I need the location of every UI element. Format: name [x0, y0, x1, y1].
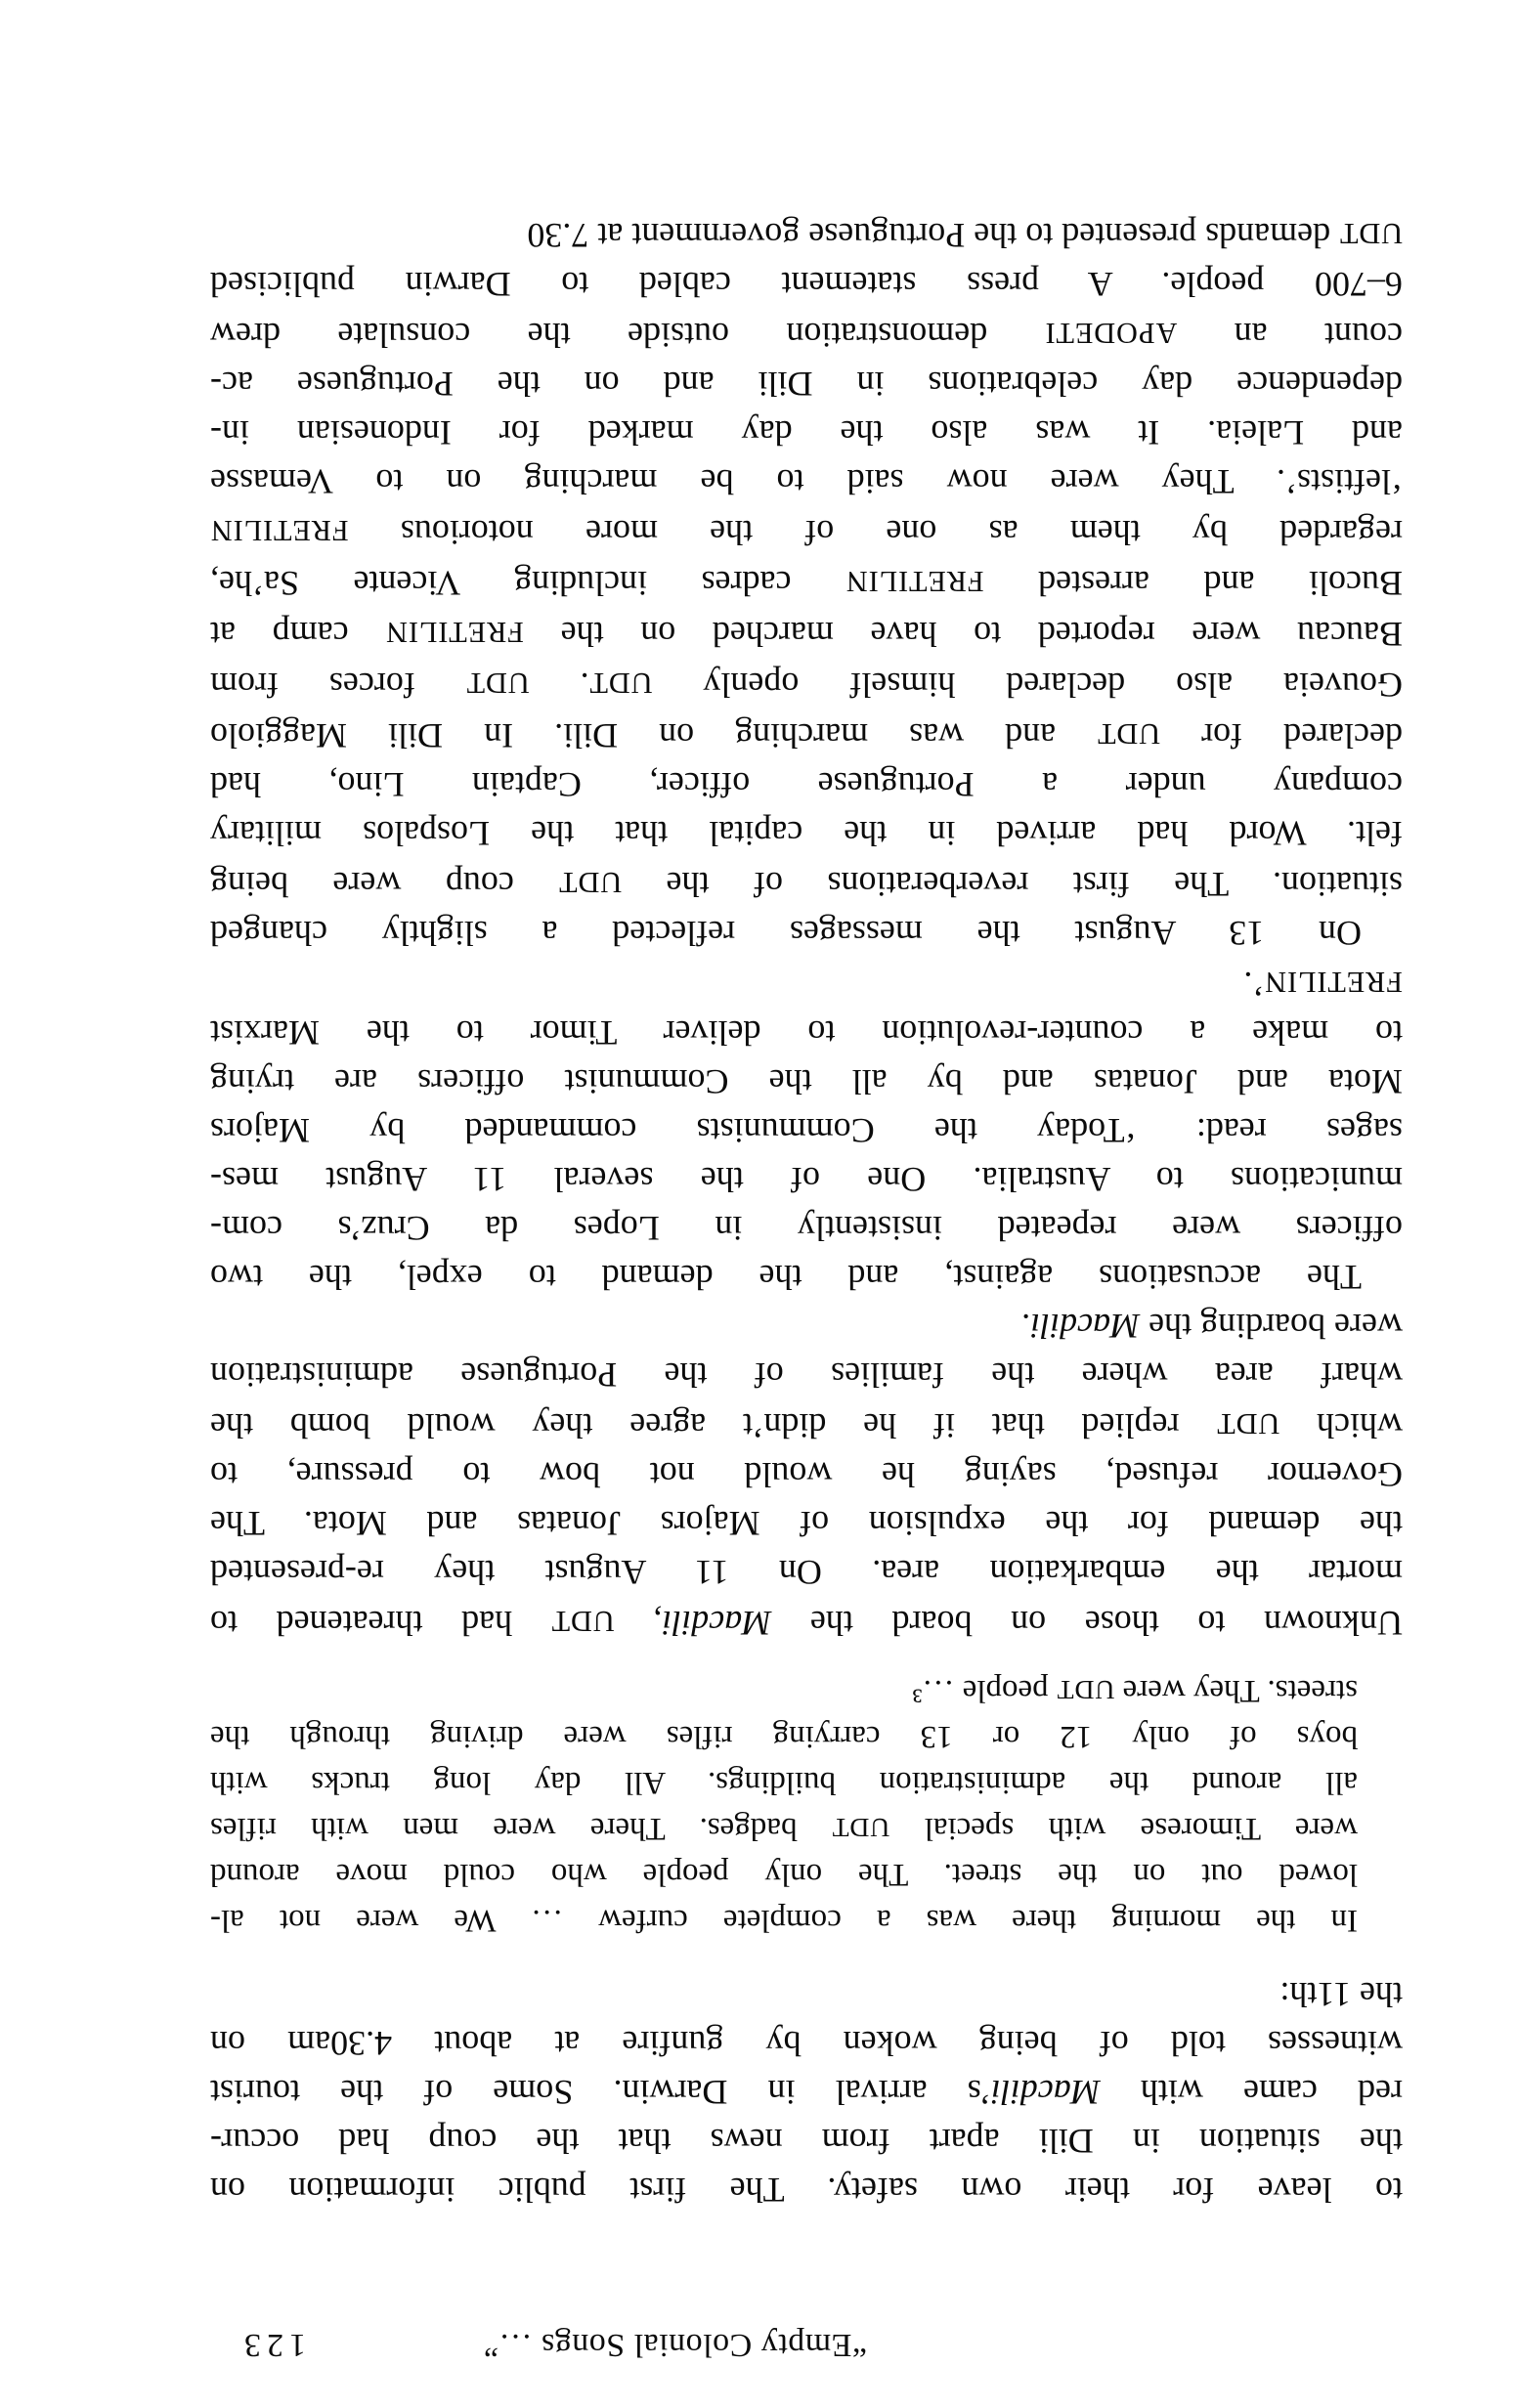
text-line: dependence day celebrations in Dili and on the Portuguese ac-: [210, 365, 1403, 404]
text-line: munications to Australia. One of the several 11 August mes-: [210, 1160, 1403, 1199]
block-quote: [210, 1667, 1358, 1943]
text-line: the situation in Dili apart from news that the coup had occur-: [210, 2122, 1403, 2161]
text-line: ‘leftists’. They were now said to be marching on to Vemasse: [210, 462, 1403, 501]
text-line: On 13 August the messages reflected a slightly changed: [210, 914, 1362, 953]
paragraph: [210, 209, 1403, 958]
text-line: Baucau were reported to have marched on the FRETILIN camp at: [210, 615, 1403, 654]
text-line: UDT demands presented to the Portuguese government at 7.30: [527, 216, 1403, 255]
text-line: the 11th:: [1279, 1975, 1403, 2014]
text-line: witnesses told of being woken by gunfire at about 4.30am on: [210, 2024, 1403, 2063]
text-line: regarded by them as one of the more notorious FRETILIN: [210, 513, 1403, 552]
text-line: Governor refused, saying he would not bow to pressure, to: [210, 1455, 1403, 1494]
paragraph: [210, 958, 1403, 1302]
text-line: In the morning there was a complete curfew … We were not al-: [210, 1903, 1358, 1938]
paragraph: [210, 1302, 1403, 1648]
text-line: red came with Macdili’s arrival in Darwin. Some of the tourist: [209, 2073, 1403, 2112]
paragraph: [210, 1970, 1403, 2214]
text-line: all around the administration buildings. All day long trucks with: [210, 1765, 1358, 1800]
text-line: streets. They were UDT people …³: [912, 1673, 1358, 1708]
text-line: situation. The first reverberations of the UDT coup were being: [210, 865, 1403, 904]
text-line: Mota and Jonatas and by all the Communist officers are trying: [210, 1062, 1403, 1101]
text-line: the demand for the expulsion of Majors Jonatas and Mota. The: [210, 1504, 1403, 1543]
text-line: which UDT replied that if he didn’t agree they would bomb the: [210, 1406, 1403, 1445]
text-line: count an APODETI demonstration outside the consulate drew: [210, 316, 1403, 355]
text-line: 6–700 people. A press statement cabled to Darwin publicised: [210, 265, 1403, 304]
text-line: company under a Portuguese officer, Captain Lino, had: [210, 765, 1403, 804]
text-line: to make a counter-revolution to deliver Timor to the Marxist: [210, 1013, 1403, 1053]
text-line: felt. Word had arrived in the capital that the Lospalos military: [210, 814, 1403, 853]
text-line: Bucoli and arrested FRETILIN cadres including Vicente Sa’he,: [210, 564, 1403, 603]
text-line: The accusations against, and the demand to expel, the two: [210, 1258, 1362, 1297]
text-line: FRETILIN’.: [1243, 965, 1403, 1004]
text-line: officers were repeated insistently in Lopes da Cruz’s com-: [210, 1209, 1403, 1248]
running-head: [210, 2312, 1403, 2363]
running-head-title: “Empty Colonial Songs …”: [483, 2327, 867, 2363]
text-line: mortar the embarkation area. On 11 August they re-presented: [210, 1553, 1403, 1592]
page-number: 123: [238, 2327, 306, 2363]
text-line: Unknown to those on board the Macdili, UDT had threatened to: [209, 1604, 1403, 1643]
text-block: [210, 209, 1403, 2214]
text-line: and Laleia. It was also the day marked for Indonesian in-: [210, 413, 1403, 452]
text-line: declared for UDT and was marching on Dili. In Dili Maggiolo: [210, 716, 1403, 755]
text-line: boys of only 12 or 13 carrying rifles were driving through the: [210, 1719, 1358, 1754]
text-line: Gouveia also declared himself openly UDT. UDT forces from: [209, 666, 1403, 705]
text-line: sages read: ‘Today the Communists commanded by Majors: [210, 1111, 1403, 1150]
text-line: wharf area where the families of the Portuguese administration: [210, 1355, 1403, 1395]
text-line: were boarding the Macdili.: [1021, 1307, 1403, 1346]
text-line: lowed out on the street. The only people who could move around: [210, 1857, 1358, 1892]
text-line: to leave for their own safety. The first public information on: [210, 2171, 1403, 2210]
text-line: were Timorese with special UDT badges. There were men with rifles: [210, 1811, 1358, 1846]
